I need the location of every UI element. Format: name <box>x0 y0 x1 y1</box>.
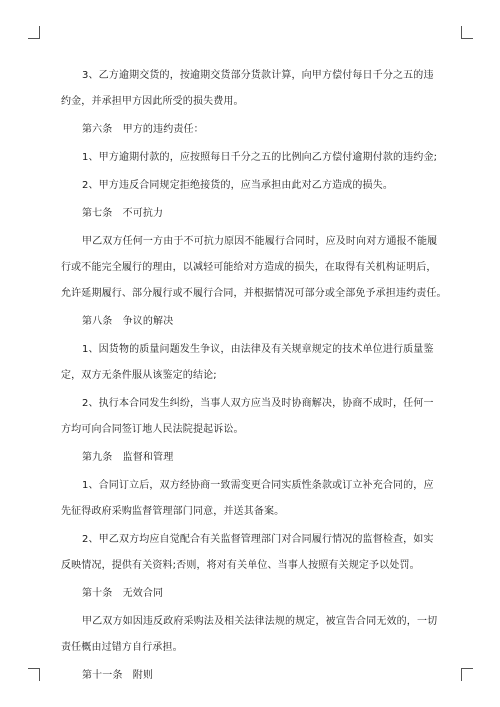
text-line: 3、乙方逾期交货的，按逾期交货部分货款计算，向甲方偿付每日千分之五的违 <box>82 70 434 81</box>
heading-article-11: 第十一条 附则 <box>82 670 154 681</box>
text-line: 行或不能完全履行的理由，以减轻可能给对方造成的损失，在取得有关机构证明后， <box>61 262 437 273</box>
text-line: 约金，并承担甲方因此所受的损失费用。 <box>61 96 244 107</box>
text-line: 2、执行本合同发生纠纷，当事人双方应当及时协商解决，协商不成时，任何一 <box>82 398 434 409</box>
text-line: 方均可向合同签订地人民法院提起诉讼。 <box>61 424 244 435</box>
paragraph-article9-item2 <box>61 527 441 579</box>
paragraph-article6-item1: 1、甲方逾期付款的，应按照每日千分之五的比例向乙方偿付逾期付款的违约金; <box>82 152 438 163</box>
document-page <box>61 63 447 689</box>
text-line: 甲乙双方任何一方由于不可抗力原因不能履行合同时，应及时向对方通报不能履 <box>82 236 438 247</box>
heading-article-10: 第十条 无效合同 <box>82 588 164 599</box>
paragraph-article10-body <box>61 609 441 661</box>
text-line: 责任概由过错方自行承担。 <box>61 642 183 653</box>
paragraph-article8-item1 <box>61 337 441 389</box>
text-line: 甲乙双方如因违反政府采购法及相关法律法规的规定，被宣告合同无效的，一切 <box>82 616 438 627</box>
text-line: 先征得政府采购监督管理部门同意，并送其备案。 <box>61 506 285 517</box>
paragraph-article8-item2 <box>61 391 441 443</box>
text-line: 允许延期履行、部分履行或不履行合同，并根据情况可部分或全部免予承担违约责任。 <box>61 288 447 299</box>
heading-article-7: 第七条 不可抗力 <box>82 208 164 219</box>
text-line: 2、甲乙双方均应自觉配合有关监督管理部门对合同履行情况的监督检查，如实 <box>82 534 434 545</box>
text-line: 定，双方无条件服从该鉴定的结论; <box>61 370 217 381</box>
paragraph-article9-item1 <box>61 473 441 525</box>
paragraph-article6-item2: 2、甲方违反合同规定拒绝接货的，应当承担由此对乙方造成的损失。 <box>82 180 394 191</box>
heading-article-6: 第六条 甲方的违约责任： <box>82 124 204 135</box>
text-line: 1、因货物的质量问题发生争议，由法律及有关规章规定的技术单位进行质量鉴 <box>82 344 434 355</box>
heading-article-8: 第八条 争议的解决 <box>82 316 174 327</box>
paragraph-article7-body <box>61 229 447 307</box>
text-line: 1、合同订立后，双方经协商一致需变更合同实质性条款或订立补充合同的，应 <box>82 480 434 491</box>
text-line: 反映情况，提供有关资料;否则，将对有关单位、当事人按照有关规定予以处罚。 <box>61 560 420 571</box>
paragraph-clause5-item3 <box>61 63 441 115</box>
heading-article-9: 第九条 监督和管理 <box>82 452 174 463</box>
